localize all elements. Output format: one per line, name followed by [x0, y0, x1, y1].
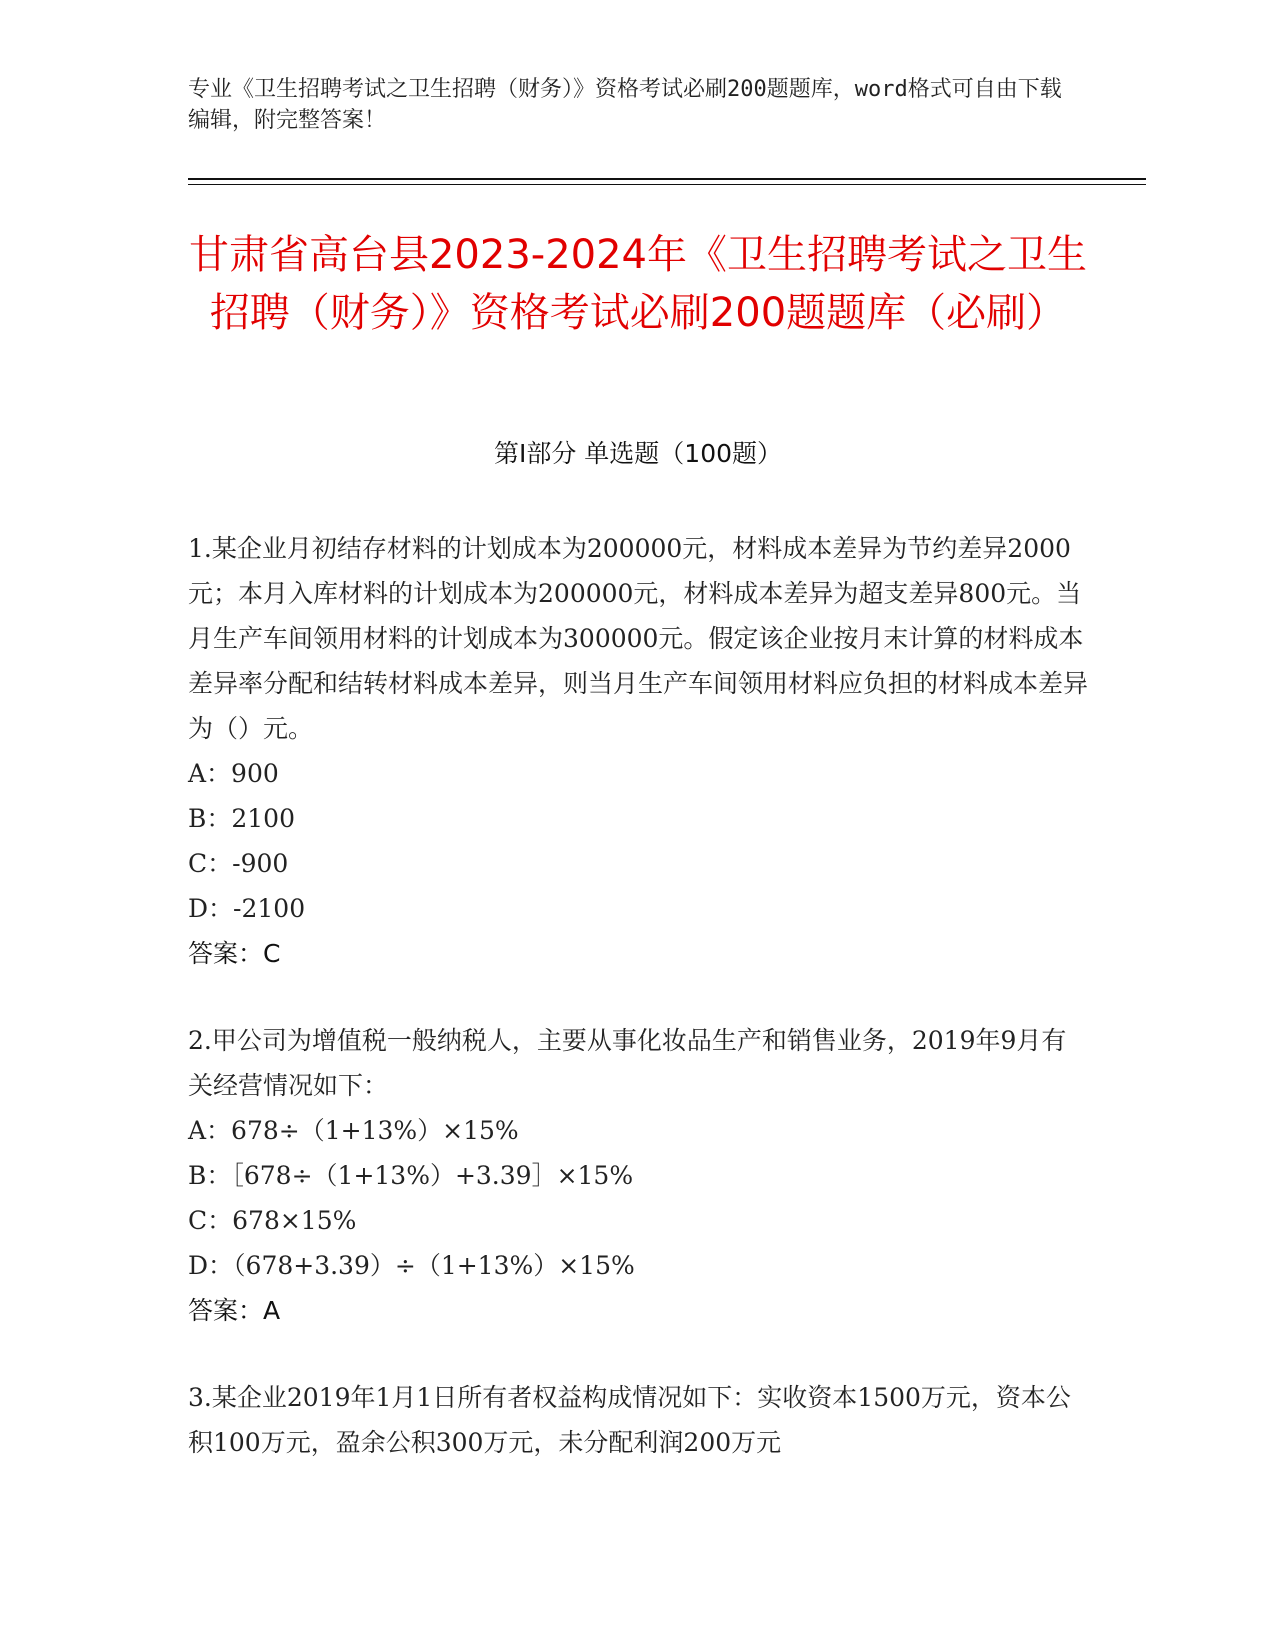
option-b: B：2100 [188, 804, 295, 833]
question-list [188, 526, 1088, 1507]
answer: 答案：C [188, 939, 281, 968]
question-1 [188, 526, 1088, 976]
option-d: D：-2100 [188, 894, 306, 923]
answer: 答案：A [188, 1296, 281, 1325]
option-c: C：678×15% [188, 1206, 357, 1235]
header-note: 专业《卫生招聘考试之卫生招聘（财务）》资格考试必刷200题题库，word格式可自由下载编辑，附完整答案！ [188, 77, 1062, 133]
header-rule-thick [188, 178, 1146, 180]
document-title: 甘肃省高台县2023-2024年《卫生招聘考试之卫生招聘（财务）》资格考试必刷200题题库（必刷） [188, 232, 1088, 336]
option-a: A：900 [188, 759, 279, 788]
question-2 [188, 1018, 1088, 1333]
question-text: 1.某企业月初结存材料的计划成本为200000元，材料成本差异为节约差异2000元；本月入库材料的计划成本为200000元，材料成本差异为超支差异800元。当月生产车间领用材料的计划成本为300000元。假定该企业按月末计算的材料成本差异率分配和结转材料成本差异，则当月生产车间领用材料应负担的材料成本差异为（）元。 [188, 534, 1089, 743]
option-b: B：［678÷（1+13%）+3.39］×15% [188, 1161, 634, 1190]
question-text: 2.甲公司为增值税一般纳税人，主要从事化妆品生产和销售业务，2019年9月有关经营情况如下： [188, 1026, 1067, 1100]
option-c: C：-900 [188, 849, 289, 878]
option-d: D：（678+3.39）÷（1+13%）×15% [188, 1251, 635, 1280]
option-a: A：678÷（1+13%）×15% [188, 1116, 519, 1145]
question-text: 3.某企业2019年1月1日所有者权益构成情况如下：实收资本1500万元，资本公积100万元，盈余公积300万元，未分配利润200万元 [188, 1383, 1071, 1457]
section-title: 第Ⅰ部分 单选题（100题） [493, 439, 783, 468]
header-rule-thin [188, 184, 1146, 185]
question-3 [188, 1375, 1088, 1465]
